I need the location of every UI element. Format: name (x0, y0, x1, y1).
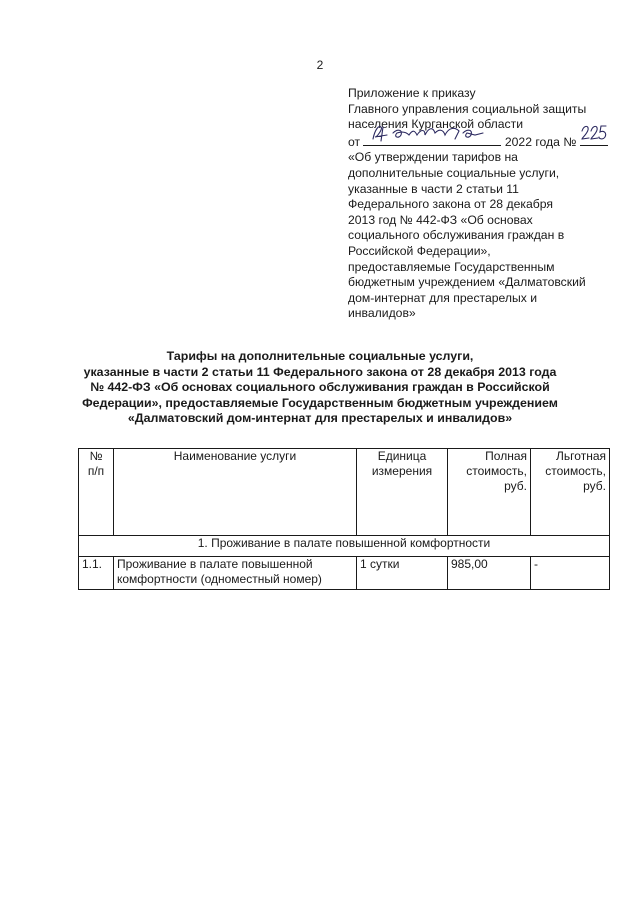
appendix-line: инвалидов» (348, 306, 416, 321)
header-text: № (89, 449, 103, 463)
appendix-line: указанные в части 2 статьи 11 (348, 181, 519, 196)
row-unit: 1 сутки (357, 557, 448, 590)
row-num: 1.1. (79, 557, 114, 590)
row-reduced-price: - (531, 557, 610, 590)
header-reduced-price (531, 449, 610, 536)
appendix-line: социального обслуживания граждан в (348, 228, 565, 243)
document-title (40, 349, 600, 427)
appendix-line: населения Курганской области (348, 117, 524, 132)
service-name-line: комфортности (одноместный номер) (117, 572, 322, 586)
title-line: Тарифы на дополнительные социальные услуги, (166, 349, 474, 363)
handwritten-date-signature (363, 133, 501, 146)
title-line: Федерации», предоставляемые Государственным бюджетным учреждением (82, 395, 558, 410)
appendix-line: Главного управления социальной защиты (348, 101, 587, 116)
appendix-line: Приложение к приказу (348, 86, 476, 100)
title-line: «Далматовский дом-интернат для престарелых и инвалидов» (127, 411, 513, 426)
header-text: п/п (87, 464, 105, 478)
appendix-line: дом-интернат для престарелых и (348, 290, 538, 305)
row-full-price: 985,00 (448, 557, 531, 590)
handwriting-number-icon (580, 123, 608, 145)
header-text: Наименование услуги (173, 449, 297, 463)
header-num (79, 449, 114, 536)
date-prefix: от (348, 134, 361, 149)
table-section-row (79, 536, 610, 557)
header-full-price (448, 449, 531, 536)
appendix-line: «Об утверждении тарифов на (348, 150, 518, 165)
header-text: Льготная (556, 449, 606, 463)
year-text: 2022 года № (504, 134, 577, 149)
appendix-block (348, 86, 608, 322)
header-text: руб. (504, 479, 527, 493)
header-text: стоимость, (466, 464, 527, 478)
title-line: указанные в части 2 статьи 11 Федерального закона от 28 декабря 2013 года (83, 364, 557, 379)
appendix-line: бюджетным учреждением «Далматовский (348, 275, 586, 290)
header-text: Полная (485, 449, 527, 463)
tariffs-table (78, 448, 610, 590)
appendix-line: Федерального закона от 28 декабря (348, 197, 553, 212)
service-name-line: Проживание в палате повышенной (117, 557, 313, 571)
table-header-row (79, 449, 610, 536)
header-text: Единица (377, 449, 427, 463)
appendix-line: 2013 год № 442-ФЗ «Об основах (348, 212, 533, 227)
page-number: 2 (316, 58, 324, 72)
appendix-line: дополнительные социальные услуги, (348, 165, 560, 180)
handwriting-date-icon (363, 123, 501, 145)
table-row (79, 557, 610, 590)
appendix-line: предоставляемые Государственным (348, 259, 555, 274)
appendix-line: Российской Федерации», (348, 243, 491, 258)
appendix-date-line (348, 133, 608, 151)
header-text: стоимость, (545, 464, 606, 478)
header-service-name (114, 449, 357, 536)
section-title: 1. Проживание в палате повышенной комфортности (79, 536, 610, 557)
header-text: руб. (583, 479, 606, 493)
row-service-name (114, 557, 357, 590)
handwritten-number-signature (580, 133, 608, 146)
header-text: измерения (371, 464, 433, 478)
title-line: № 442-ФЗ «Об основах социального обслуживания граждан в Российской (90, 380, 550, 395)
header-unit (357, 449, 448, 536)
